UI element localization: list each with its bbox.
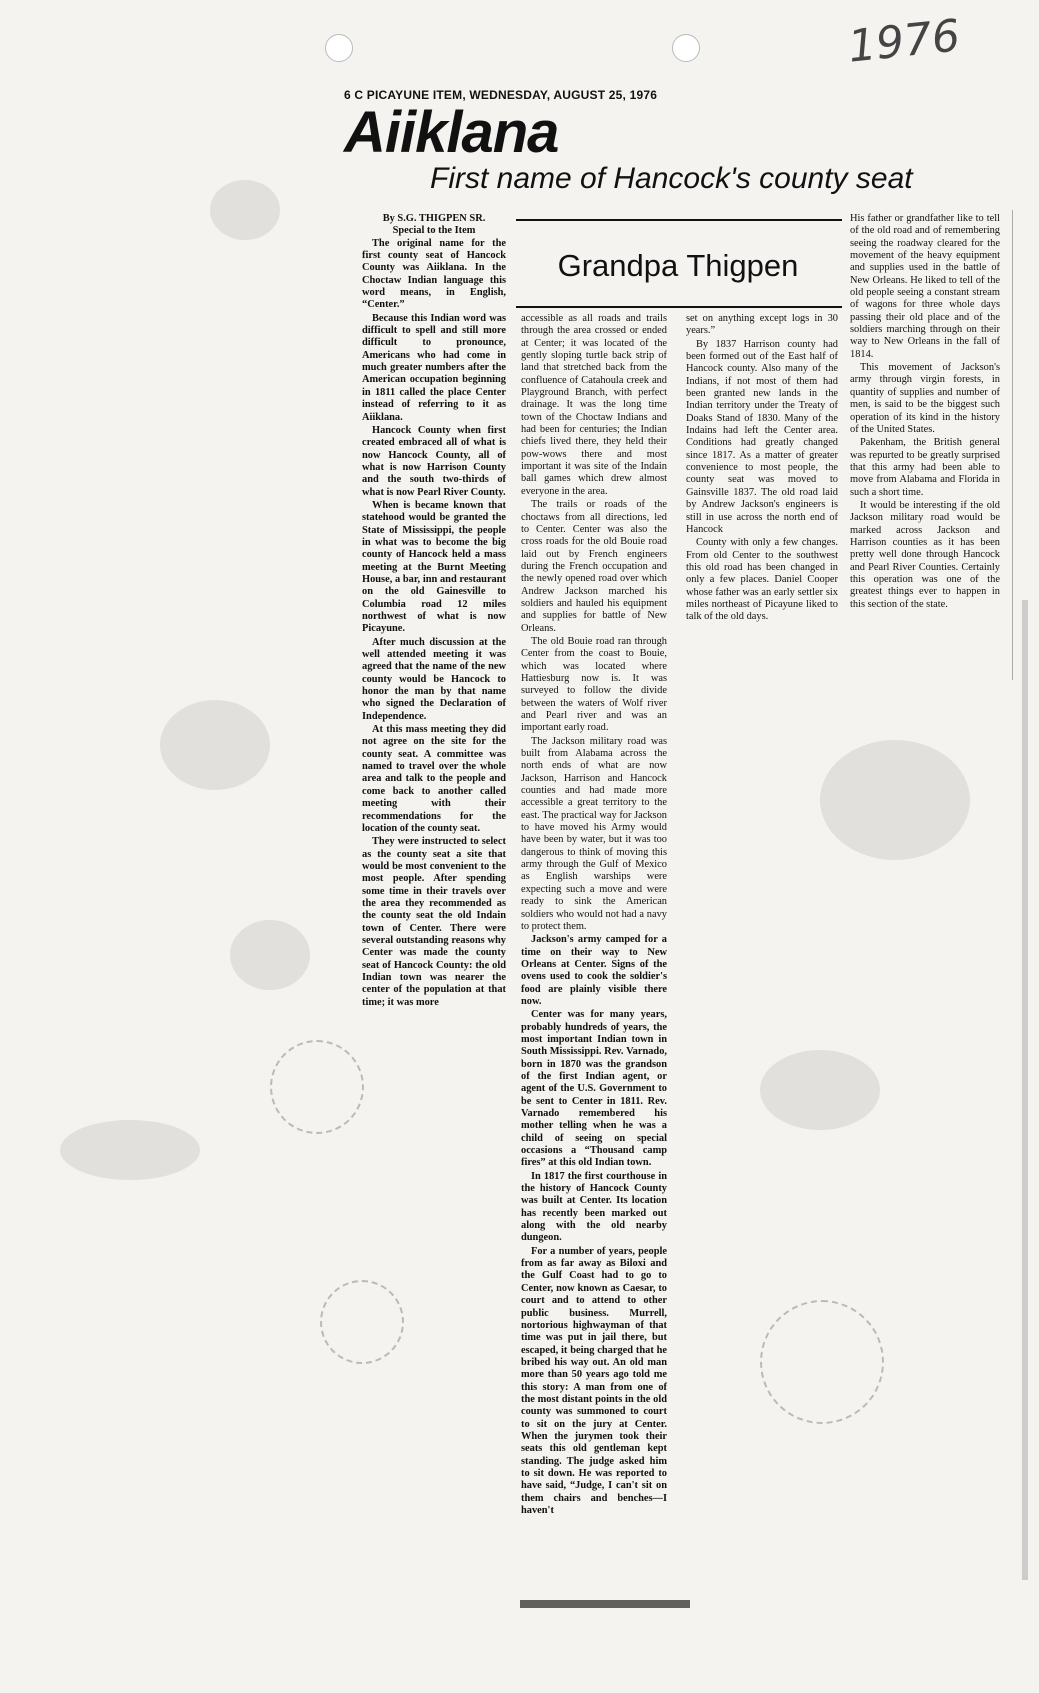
column-end-bar <box>520 1600 690 1608</box>
punch-hole <box>672 34 700 62</box>
paragraph: Center was for many years, probably hundreds of years, the most important Indian town in South Mississippi. Rev. Varnado, born in 1870 was the grandson of the first Indian agent, or agent of the U.S. Government to be sent to Center in 1811. Rev. Varnado remembered his mother telling when he was a child of seeing on special occasions a “Thousand camp fires” at this old Indian town. <box>521 1009 667 1169</box>
article-column-3 <box>686 313 838 624</box>
paragraph: The original name for the first county seat of Hancock County was Aiiklana. In the Choctaw Indian language this word means, in English, “Center.” <box>362 237 506 311</box>
ink-stamp-impression <box>760 1300 884 1424</box>
paragraph: They were instructed to select as the county seat a site that would be most convenient to the most people. After spending some time in their travels over the area they recommended as the county seat the old Indain town of Center. There were several outstanding reasons why Center was made the county seat of Hancock County: the old Indian town was nearer the center of the population at that time; it was more <box>362 836 506 1008</box>
subheadline: First name of Hancock's county seat <box>430 162 913 195</box>
paper-stain <box>60 1120 200 1180</box>
header-rule-bottom <box>516 306 842 308</box>
ink-stamp-impression <box>320 1280 404 1364</box>
paragraph: Hancock County when first created embraced all of what is now Hancock County, all of what is now Harrison County and the south two-thirds of what is now Pearl River County. <box>362 424 506 498</box>
handwritten-year-note: 1976 <box>845 10 963 73</box>
ink-stamp-impression <box>270 1040 364 1134</box>
paper-stain <box>160 700 270 790</box>
paragraph: The trails or roads of the choctaws from all directions, led to Center. Center was also the cross roads for the old Bouie road laid out by French engineers during the French occupation and the newly opened road over which Andrew Jackson marched his soldiers and hauled his equipment and supplies for battle of New Orleans. <box>521 499 667 634</box>
paragraph: His father or grandfather like to tell of the old road and of remembering seeing the roadway cleared for the movement of the heavy equipment and supplies used in the battle of New Orleans. He liked to tell of the old people seeing a constant stream of wagons for three whole days passing their old place and of the soldiers marching through on their way to New Orleans in the fall of 1814. <box>850 213 1000 360</box>
headline: Aiiklana <box>344 100 559 165</box>
clipping-edge <box>1012 210 1013 680</box>
paragraph: At this mass meeting they did not agree on the site for the county seat. A committee was named to travel over the whole area and talk to the people and come back to another called meeting with their recommendations for the location of the county seat. <box>362 724 506 834</box>
paper-edge <box>1022 600 1028 1580</box>
paragraph: Pakenham, the British general was repurted to be greatly surprised that this army had been able to move from Alabama and Florida in such a short time. <box>850 437 1000 498</box>
paragraph: Because this Indian word was difficult to spell and still more difficult to pronounce, Americans who had come in much greater numbers after the American occupation beginning in 1811 called the place Center instead of referring to it as Aiiklana. <box>362 312 506 423</box>
paragraph: It would be interesting if the old Jackson military road would be marked across Jackson and Harrison counties as it has been pretty well done through Hancock and Pearl River Counties. Certainly this operation was one of the greatest things ever to happen in this section of the state. <box>850 499 1000 610</box>
paragraph: set on anything except logs in 30 years.” <box>686 313 838 337</box>
paragraph: Jackson's army camped for a time on their way to New Orleans at Center. Signs of the ovens used to cook the soldier's food are plainly visible there now. <box>521 934 667 1007</box>
punch-hole <box>325 34 353 62</box>
byline-affiliation: Special to the Item <box>392 225 476 237</box>
paragraph: The Jackson military road was built from Alabama across the north ends of what are now Jackson, Harrison and Hancock counties and had made more accessible a great territory to the east. The practical way for Jackson to have moved his Army would have been by water, but it was too dangerous to think of moving this army through the Gulf of Mexico as English warships were expecting such a move and were ready to sink the American soldiers who would not had a navy to protect them. <box>521 735 667 932</box>
paragraph: accessible as all roads and trails through the area crossed or ended at Center; it was located of the gently sloping turtle back strip of land that stretched back from the confluence of Catahoula creek and Playground Branch, with perfect drainage. It was the long time town of the Choctaw Indians and had been for centuries; the Indian chiefs lived there, they held their pow-wows there and most important it was site of the Indain ball games which drew almost everyone in the area. <box>521 313 667 497</box>
paragraph: After much discussion at the well attended meeting it was agreed that the name of the new county would be Hancock to honor the man by that name who signed the Declaration of Independence. <box>362 636 506 722</box>
dateline: 6 C PICAYUNE ITEM, WEDNESDAY, AUGUST 25, 1976 <box>344 88 658 102</box>
paragraph: This movement of Jackson's army through virgin forests, in quantity of supplies and number of men, is said to be the biggest such operation of its kind in the history of the United States. <box>850 362 1000 435</box>
article-column-2 <box>521 313 667 1517</box>
paragraph: The old Bouie road ran through Center from the coast to Bouie, which was located where Hattiesburg now is. It was surveyed to follow the divide between the waters of Wolf river and Pearl river and was an important early road. <box>521 635 667 734</box>
paper-stain <box>210 180 280 240</box>
byline: By S.G. THIGPEN SR. <box>382 213 486 224</box>
paragraph: By 1837 Harrison county had been formed out of the East half of Hancock county. Also many of the Indians, if not most of them had been granted new lands in the Indian territory under the Treaty of Doaks Stand of 1830. Many of the Indains had left the Center area. Conditions had greatly changed since 1817. As a matter of greater convenience to most people, the county seat was moved to Gainsville 1837. The old road laid by Andrew Jackson's engineers is still in use across the north end of Hancock <box>686 338 838 535</box>
paragraph: In 1817 the first courthouse in the history of Hancock County was built at Center. Its location has recently been marked out along with the old nearby dungeon. <box>521 1170 667 1244</box>
article-column-4 <box>850 213 1000 611</box>
header-rule-top <box>516 219 842 221</box>
paragraph: For a number of years, people from as far away as Biloxi and the Gulf Coast had to go to Center, now known as Caesar, to court and to attend to other public business. Murrell, nortorious highwayman of that time was put in jail there, but escaped, it being charged that he bribed his way out. An old man more than 50 years ago told me this story: A man from one of the most distant points in the old county was summoned to court to sit on the jury at Center. When the jurymen took their seats this old gentleman kept standing. The judge asked him to sit down. He was reported to have said, “Judge, I can't sit on them chairs and benches—I haven't <box>521 1245 667 1516</box>
paper-stain <box>230 920 310 990</box>
paper-stain <box>820 740 970 860</box>
article-column-1 <box>362 213 506 1009</box>
paragraph: When is became known that statehood would be granted the State of Mississippi, the people in what was to become the big county of Hancock held a mass meeting at the Burnt Meeting House, a bar, inn and restaurant on the old Gainesville to Columbia road 12 miles northwest of what is now Picayune. <box>362 499 506 635</box>
paper-stain <box>760 1050 880 1130</box>
column-title: Grandpa Thigpen <box>557 248 799 283</box>
paragraph: County with only a few changes. From old Center to the southwest this old road has been changed in only a few places. Daniel Cooper whose father was an early settler six miles northeast of Picayune liked to talk of the old days. <box>686 537 838 623</box>
